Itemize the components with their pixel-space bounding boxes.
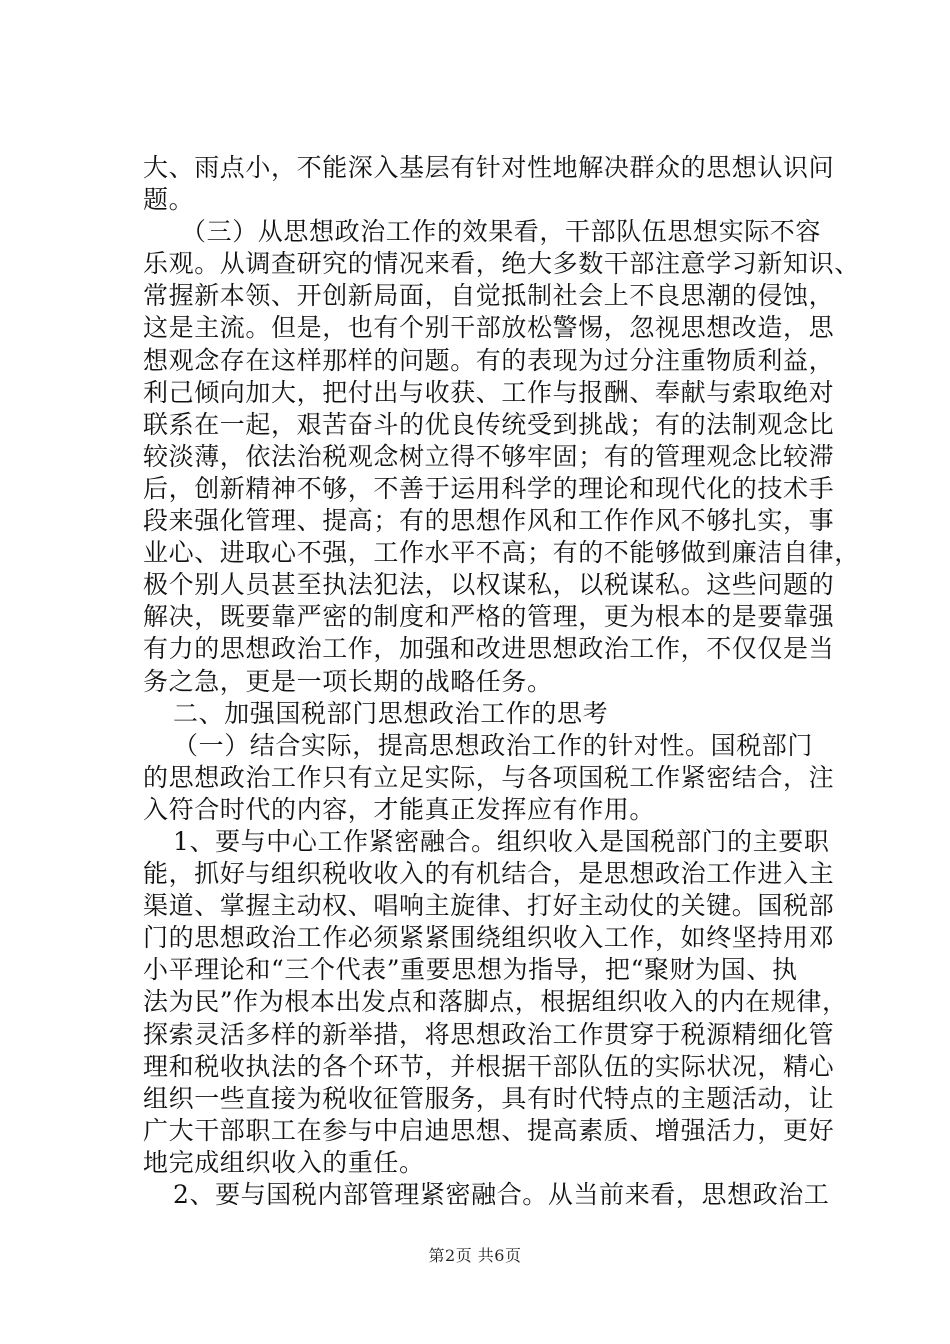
page-footer: [0, 1243, 950, 1266]
text-line: 后，创新精神不够，不善于运用科学的理论和现代化的技术手: [143, 473, 835, 503]
text-line: 利己倾向加大，把付出与收获、工作与报酬、奉献与索取绝对: [143, 377, 835, 407]
text-line: 务之急，更是一项长期的战略任务。: [143, 666, 553, 696]
text-line: 有力的思想政治工作，加强和改进思想政治工作，不仅仅是当: [143, 634, 835, 664]
paragraph-start-line: （一）结合实际，提高思想政治工作的针对性。国税部门: [173, 730, 814, 760]
text-line: 广大干部职工在参与中启迪思想、提高素质、增强活力，更好: [143, 1115, 835, 1145]
text-line: 渠道、掌握主动权、唱响主旋律、打好主动仗的关键。国税部: [143, 891, 835, 921]
section-heading: 二、加强国税部门思想政治工作的思考: [173, 698, 609, 728]
text-line: 的思想政治工作只有立足实际，与各项国税工作紧密结合，注: [143, 762, 835, 792]
text-line: 常握新本领、开创新局面，自觉抵制社会上不良思潮的侵蚀，: [143, 281, 835, 311]
text-line: 能，抓好与组织税收收入的有机结合，是思想政治工作进入主: [143, 859, 835, 889]
text-line: 较淡薄，依法治税观念树立得不够牢固；有的管理观念比较滞: [143, 441, 835, 471]
text-line: 段来强化管理、提高；有的思想作风和工作作风不够扎实，事: [143, 506, 835, 536]
paragraph-start-line: 2、要与国税内部管理紧密融合。从当前来看，思想政治工: [173, 1180, 830, 1209]
text-line: 题。: [143, 185, 195, 215]
text-line: 想观念存在这样那样的问题。有的表现为过分注重物质利益，: [143, 345, 835, 375]
document-body: [143, 152, 860, 1211]
text-line: 小平理论和“三个代表”重要思想为指导，把“聚财为国、执: [143, 955, 798, 985]
text-line: 联系在一起，艰苦奋斗的优良传统受到挑战；有的法制观念比: [143, 409, 835, 439]
text-line: 解决，既要靠严密的制度和严格的管理，更为根本的是要靠强: [143, 602, 835, 632]
text-line: 极个别人员甚至执法犯法，以权谋私，以税谋私。这些问题的: [143, 570, 835, 600]
text-line: 理和税收执法的各个环节，并根据干部队伍的实际状况，精心: [143, 1051, 835, 1081]
paragraph-start-line: （三）从思想政治工作的效果看，干部队伍思想实际不容: [181, 217, 822, 247]
text-line: 入符合时代的内容，才能真正发挥应有作用。: [143, 794, 656, 824]
paragraph-start-line: 1、要与中心工作紧密融合。组织收入是国税部门的主要职: [173, 826, 830, 856]
text-line: 法为民”作为根本出发点和落脚点，根据组织收入的内在规律，: [143, 987, 848, 1017]
text-line: 地完成组织收入的重任。: [143, 1147, 425, 1177]
text-line: 大、雨点小，不能深入基层有针对性地解决群众的思想认识问: [143, 153, 835, 182]
text-line: 乐观。从调查研究的情况来看，绝大多数干部注意学习新知识、: [143, 249, 860, 279]
text-line: 这是主流。但是，也有个别干部放松警惕，忽视思想改造，思: [143, 313, 835, 343]
page-number-label: 第2页 共6页: [428, 1246, 522, 1265]
text-line: 业心、进取心不强，工作水平不高；有的不能够做到廉洁自律，: [143, 538, 860, 568]
text-line: 门的思想政治工作必须紧紧围绕组织收入工作，如终坚持用邓: [143, 923, 835, 953]
text-line: 探索灵活多样的新举措，将思想政治工作贯穿于税源精细化管: [143, 1019, 835, 1049]
text-line: 组织一些直接为税收征管服务，具有时代特点的主题活动，让: [143, 1083, 835, 1113]
